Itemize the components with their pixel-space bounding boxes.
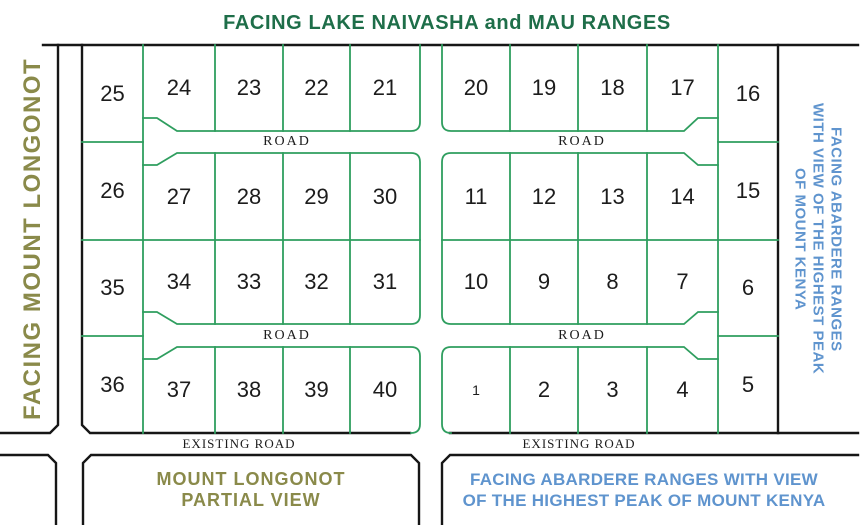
plot-2: 2 (537, 377, 551, 402)
plot-14: 14 (670, 183, 695, 209)
existing-road-label-right: EXISTING ROAD (522, 436, 636, 451)
road-label-upper-left: ROAD (263, 134, 311, 149)
plot-12: 12 (531, 183, 557, 209)
left-orientation-label: FACING MOUNT LONGONOT (19, 57, 46, 421)
plot-15: 15 (735, 178, 761, 203)
right-orientation-line-1: FACING ABARDERE RANGES (827, 126, 845, 352)
plot-16: 16 (735, 80, 761, 106)
right-orientation-line-2: WITH VIEW OF THE HIGHEST PEAK (809, 103, 827, 375)
plot-25: 25 (100, 80, 125, 106)
road-label-lower-left: ROAD (263, 328, 311, 343)
abardere-line-2: OF THE HIGHEST PEAK OF MOUNT KENYA (462, 491, 826, 510)
plot-17: 17 (670, 75, 695, 100)
page-title: FACING LAKE NAIVASHA and MAU RANGES (223, 12, 671, 34)
mount-longonot-line-2: PARTIAL VIEW (181, 490, 321, 510)
plot-40: 40 (372, 377, 398, 402)
plot-10: 10 (463, 269, 489, 294)
mount-longonot-line-1: MOUNT LONGONOT (156, 469, 346, 489)
plot-13: 13 (600, 183, 625, 209)
plot-4: 4 (676, 377, 689, 402)
plot-8: 8 (606, 269, 619, 294)
plot-11: 11 (464, 183, 488, 209)
plot-1: 1 (472, 382, 480, 398)
road-label-lower-right: ROAD (558, 328, 606, 343)
right-orientation-line-3: OF MOUNT KENYA (791, 167, 809, 311)
plot-21: 21 (372, 75, 398, 100)
plot-34: 34 (166, 269, 192, 294)
plot-20: 20 (463, 75, 489, 100)
plot-37: 37 (166, 377, 192, 402)
plot-5: 5 (741, 371, 755, 397)
abardere-ranges-view-box (442, 455, 846, 525)
plot-33: 33 (236, 269, 262, 294)
plot-35: 35 (100, 275, 125, 300)
plot-9: 9 (537, 269, 551, 294)
plot-36: 36 (100, 371, 125, 397)
plot-28: 28 (236, 183, 262, 209)
mount-longonot-partial-view-box (83, 455, 419, 525)
right-orientation-label (782, 45, 854, 433)
road-label-upper-right: ROAD (558, 134, 606, 149)
plot-26: 26 (100, 178, 125, 203)
plot-27: 27 (166, 183, 192, 209)
plot-23: 23 (236, 75, 262, 100)
plot-29: 29 (304, 183, 329, 209)
plot-31: 31 (372, 269, 398, 294)
plot-3: 3 (606, 377, 619, 402)
plot-24: 24 (166, 75, 192, 100)
plot-7: 7 (676, 269, 689, 294)
plot-18: 18 (600, 75, 625, 100)
plot-38: 38 (236, 377, 262, 402)
plot-39: 39 (304, 377, 329, 402)
plot-30: 30 (372, 183, 398, 209)
plot-19: 19 (531, 75, 557, 100)
plot-22: 22 (304, 75, 329, 100)
plot-6: 6 (741, 275, 755, 300)
abardere-line-1: FACING ABARDERE RANGES WITH VIEW (469, 470, 819, 489)
plot-32: 32 (304, 269, 329, 294)
existing-road-label-left: EXISTING ROAD (182, 436, 296, 451)
